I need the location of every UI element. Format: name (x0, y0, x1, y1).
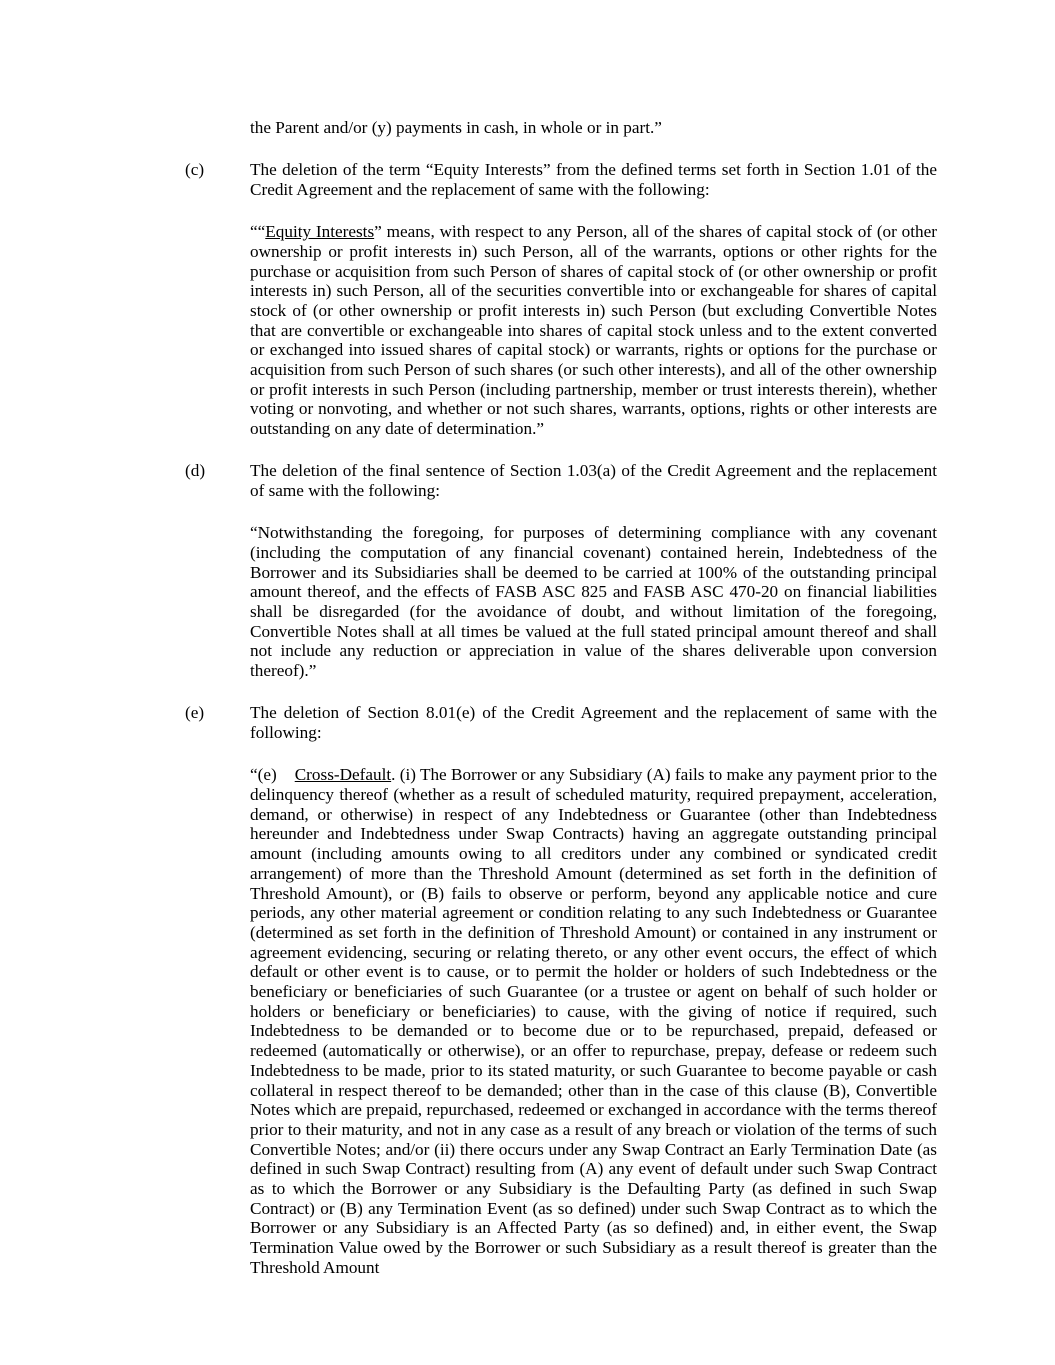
defined-term-cross-default: Cross-Default (294, 765, 392, 785)
item-c-intro: The deletion of the term “Equity Interests” from the defined terms set forth in Section 1.01 of the Credit Agreement and the replacement of same with the following: (250, 160, 937, 199)
quote-open-c: ““ (250, 222, 266, 242)
list-item-d (185, 461, 937, 501)
continuation-text: the Parent and/or (y) payments in cash, in whole or in part.” (250, 118, 662, 137)
quote-open-e: “(e) (250, 765, 277, 785)
item-c-quote (250, 222, 937, 439)
list-label-c: (c) (185, 160, 205, 180)
defined-term-equity-interests: Equity Interests (265, 222, 375, 242)
item-e-quote-body: . (i) The Borrower or any Subsidiary (A) fails to make any payment prior to the delinquency thereof (whether as a result of scheduled maturity, required prepayment, acceleration, demand, or otherwise) in respect of any Indebtedness or Guarantee (other than Indebtedness hereunder and Indebtedness under Swap Contracts) having an aggregate outstanding principal amount (including amounts owing to all creditors under any combined or syndicated credit arrangement) of more than the Threshold Amount (determined as set forth in the definition of Threshold Amount), or (B) fails to observe or perform, beyond any applicable notice and cure periods, any other material agreement or condition relating to any such Indebtedness or Guarantee (determined as set forth in the definition of Threshold Amount) or contained in any instrument or agreement evidencing, securing or relating thereto, or any other event occurs, the effect of which default or other event is to cause, or to permit the holder or holders of such Indebtedness or the beneficiary or beneficiaries of such Guarantee (or a trustee or agent on behalf of such holder or holders or beneficiary or beneficiaries) to cause, with the giving of notice if required, such Indebtedness to be demanded or to become due or to be repurchased, prepaid, defeased or redeemed (automatically or otherwise), or an offer to repurchase, prepay, defease or redeem such Indebtedness to be made, prior to its stated maturity, or such Guarantee to become payable or cash collateral in respect thereof to be demanded; other than in the case of this clause (B), Convertible Notes which are prepaid, repurchased, redeemed or exchanged in accordance with the terms thereof prior to their maturity, and not in any case as a result of any breach or violation of the terms of such Convertible Notes; and/or (ii) there occurs under any Swap Contract an Early Termination Date (as defined in such Swap Contract) resulting from (A) any event of default under such Swap Contract as to which the Borrower or any Subsidiary is the Defaulting Party (as defined in such Swap Contract) or (B) any Termination Event (as so defined) under such Swap Contract as to which the Borrower or any Subsidiary is an Affected Party (as so defined) and, in either event, the Swap Termination Value owed by the Borrower or such Subsidiary as a result thereof is greater than the Threshold Amount (250, 765, 937, 1277)
list-label-d: (d) (185, 461, 206, 481)
item-d-quote: “Notwithstanding the foregoing, for purposes of determining compliance with any covenant (including the computation of any financial covenant) contained herein, Indebtedness of the Borrower and its Subsidiaries shall be deemed to be carried at 100% of the outstanding principal amount thereof, and the effects of FASB ASC 825 and FASB ASC 470-20 on financial liabilities shall be disregarded (for the avoidance of doubt, and without limitation of the foregoing, Convertible Notes shall at all times be valued at the full stated principal amount thereof and shall not include any reduction or appreciation in value of the shares deliverable upon conversion thereof).” (250, 523, 937, 681)
list-item-c (185, 160, 937, 199)
list-label-e: (e) (185, 703, 205, 723)
item-c-quote-body: ” means, with respect to any Person, all of the shares of capital stock of (or other ownership or profit interests in) such Person, all of the warrants, options or other rights for the purchase or acquisition from such Person of shares of capital stock of (or other ownership or profit interests in) such Person, all of the securities convertible into or exchangeable for shares of capital stock of (or other ownership or profit interests in) such Person (but excluding Convertible Notes that are convertible or exchangeable into shares of capital stock unless and to the extent converted or exchanged into issued shares of capital stock) or warrants, rights or options for the purchase or acquisition from such Person of such shares (or such other interests), and all of the other ownership or profit interests in such Person (including partnership, member or trust interests therein), whether voting or nonvoting, and whether or not such shares, warrants, options, rights or other interests are outstanding on any date of determination.” (250, 222, 937, 439)
item-e-quote (250, 765, 937, 1277)
list-item-e (185, 703, 937, 743)
item-d-intro: The deletion of the final sentence of Section 1.03(a) of the Credit Agreement and the replacement of same with the following: (250, 461, 937, 501)
item-e-intro: The deletion of Section 8.01(e) of the Credit Agreement and the replacement of same with the following: (250, 703, 937, 743)
